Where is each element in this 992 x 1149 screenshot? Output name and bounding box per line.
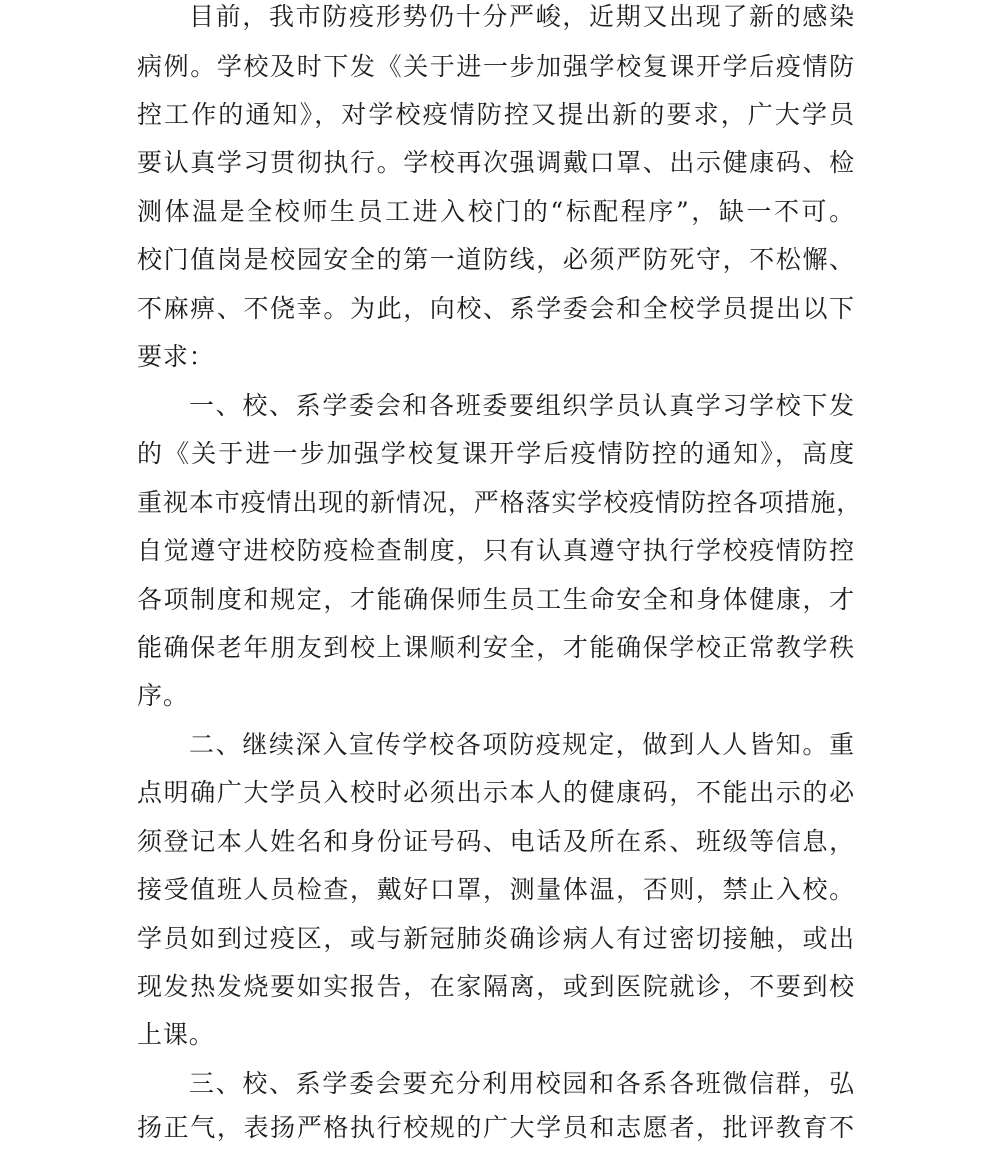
text-line: 自觉遵守进校防疫检查制度，只有认真遵守执行学校疫情防控	[137, 536, 855, 565]
text-line: 重视本市疫情出现的新情况，严格落实学校疫情防控各项措施，	[137, 488, 863, 517]
text-line: 序。	[137, 681, 189, 710]
text-line: 不麻痹、不侥幸。为此，向校、系学委会和全校学员提出以下	[137, 294, 855, 323]
text-line: 要求：	[137, 342, 215, 371]
text-line: 的《关于进一步加强学校复课开学后疫情防控的通知》，高度	[137, 439, 855, 468]
text-line: 控工作的通知》，对学校疫情防控又提出新的要求，广大学员	[137, 100, 855, 129]
text-line: 测体温是全校师生员工进入校门的“标配程序”，缺一不可。	[137, 197, 855, 226]
text-line: 病例。学校及时下发《关于进一步加强学校复课开学后疫情防	[137, 52, 855, 81]
text-line: 二、继续深入宣传学校各项防疫规定，做到人人皆知。重	[189, 730, 855, 759]
text-line: 学员如到过疫区，或与新冠肺炎确诊病人有过密切接触，或出	[137, 924, 855, 953]
text-line: 点明确广大学员入校时必须出示本人的健康码，不能出示的必	[137, 778, 855, 807]
text-line: 能确保老年朋友到校上课顺利安全，才能确保学校正常教学秩	[137, 633, 855, 662]
text-line: 须登记本人姓名和身份证号码、电话及所在系、班级等信息，	[137, 827, 855, 856]
text-line: 校门值岗是校园安全的第一道防线，必须严防死守，不松懈、	[137, 245, 855, 274]
text-line: 上课。	[137, 1020, 215, 1049]
text-line: 扬正气，表扬严格执行校规的广大学员和志愿者，批评教育不	[137, 1113, 855, 1142]
text-line: 三、校、系学委会要充分利用校园和各系各班微信群，弘	[189, 1069, 855, 1098]
text-line: 现发热发烧要如实报告，在家隔离，或到医院就诊，不要到校	[137, 972, 855, 1001]
text-line: 要认真学习贯彻执行。学校再次强调戴口罩、出示健康码、检	[137, 148, 855, 177]
text-line: 一、校、系学委会和各班委要组织学员认真学习学校下发	[189, 391, 855, 420]
text-line: 各项制度和规定，才能确保师生员工生命安全和身体健康，才	[137, 585, 855, 614]
text-line: 目前，我市防疫形势仍十分严峻，近期又出现了新的感染	[189, 2, 855, 31]
text-line: 接受值班人员检查，戴好口罩，测量体温，否则，禁止入校。	[137, 875, 855, 904]
